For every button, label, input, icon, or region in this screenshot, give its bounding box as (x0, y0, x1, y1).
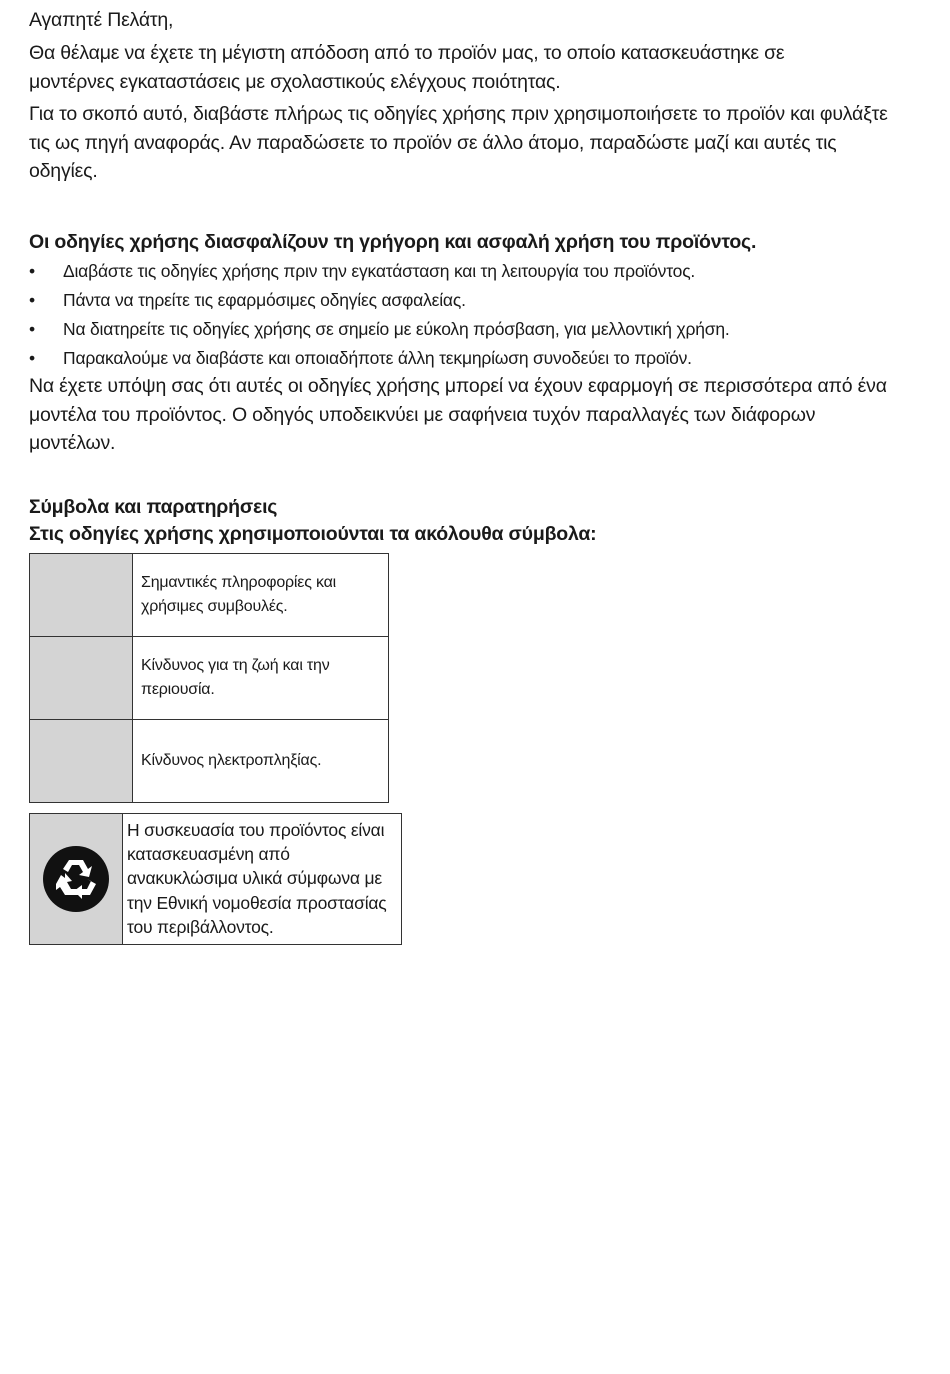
greeting: Αγαπητέ Πελάτη, (29, 9, 174, 31)
recycle-description: Η συσκευασία του προϊόντος είναι κατασκευασμένη από ανακυκλώσιμα υλικά σύμφωνα με την Εθνική νομοθεσία προστασίας του περιβάλλοντος. (123, 814, 402, 945)
bullet-icon: • (29, 319, 35, 339)
electric-shock-icon (30, 720, 133, 803)
symbol-description: Σημαντικές πληροφορίες και χρήσιμες συμβουλές. (133, 554, 389, 637)
table-row (30, 637, 389, 720)
warning-icon (30, 637, 133, 720)
table-row (30, 814, 402, 945)
list-item: • Διαβάστε τις οδηγίες χρήσης πριν την εγκατάσταση και τη λειτουργία του προϊόντος. (29, 257, 730, 286)
recycle-icon (43, 846, 109, 912)
list-item: • Να διατηρείτε τις οδηγίες χρήσης σε σημείο με εύκολη πρόσβαση, για μελλοντική χρήση. (29, 315, 730, 344)
intro-paragraph-2: Για το σκοπό αυτό, διαβάστε πλήρως τις οδηγίες χρήσης πριν χρησιμοποιήσετε το προϊόν και φυλάξτε τις ως πηγή αναφοράς. Αν παραδώσετε το προϊόν σε άλλο άτομο, παραδώστε μαζί και αυτές τις οδηγίες. (29, 103, 888, 182)
symbols-title: Σύμβολα και παρατηρήσεις (29, 496, 278, 518)
symbols-table (29, 553, 389, 803)
bullet-icon: • (29, 261, 35, 281)
table-row (30, 720, 389, 803)
table-row (30, 554, 389, 637)
list-item: • Παρακαλούμε να διαβάστε και οποιαδήποτε άλλη τεκμηρίωση συνοδεύει το προϊόν. (29, 344, 730, 373)
usage-bullet-list (29, 257, 730, 373)
bullet-icon: • (29, 348, 35, 368)
intro-paragraph-1: Θα θέλαμε να έχετε τη μέγιστη απόδοση από το προϊόν μας, το οποίο κατασκευάστηκε σε μοντέρνες εγκαταστάσεις με σχολαστικούς ελέγχους ποιότητας. (29, 42, 785, 93)
section-title-usage: Οι οδηγίες χρήσης διασφαλίζουν τη γρήγορη και ασφαλή χρήση του προϊόντος. (29, 231, 757, 253)
symbols-subtitle: Στις οδηγίες χρήσης χρησιμοποιούνται τα ακόλουθα σύμβολα: (29, 523, 597, 545)
symbol-description: Κίνδυνος για τη ζωή και την περιουσία. (133, 637, 389, 720)
models-note: Να έχετε υπόψη σας ότι αυτές οι οδηγίες χρήσης μπορεί να έχουν εφαρμογή σε περισσότερα από ένα μοντέλα του προϊόντος. Ο οδηγός υποδεικνύει με σαφήνεια τυχόν παραλλαγές των διάφορων μοντέλων. (29, 375, 887, 454)
recycle-table (29, 813, 402, 945)
info-icon (30, 554, 133, 637)
symbol-description: Κίνδυνος ηλεκτροπληξίας. (133, 720, 389, 803)
bullet-icon: • (29, 290, 35, 310)
list-item: • Πάντα να τηρείτε τις εφαρμόσιμες οδηγίες ασφαλείας. (29, 286, 730, 315)
recycle-icon-cell (30, 814, 123, 945)
